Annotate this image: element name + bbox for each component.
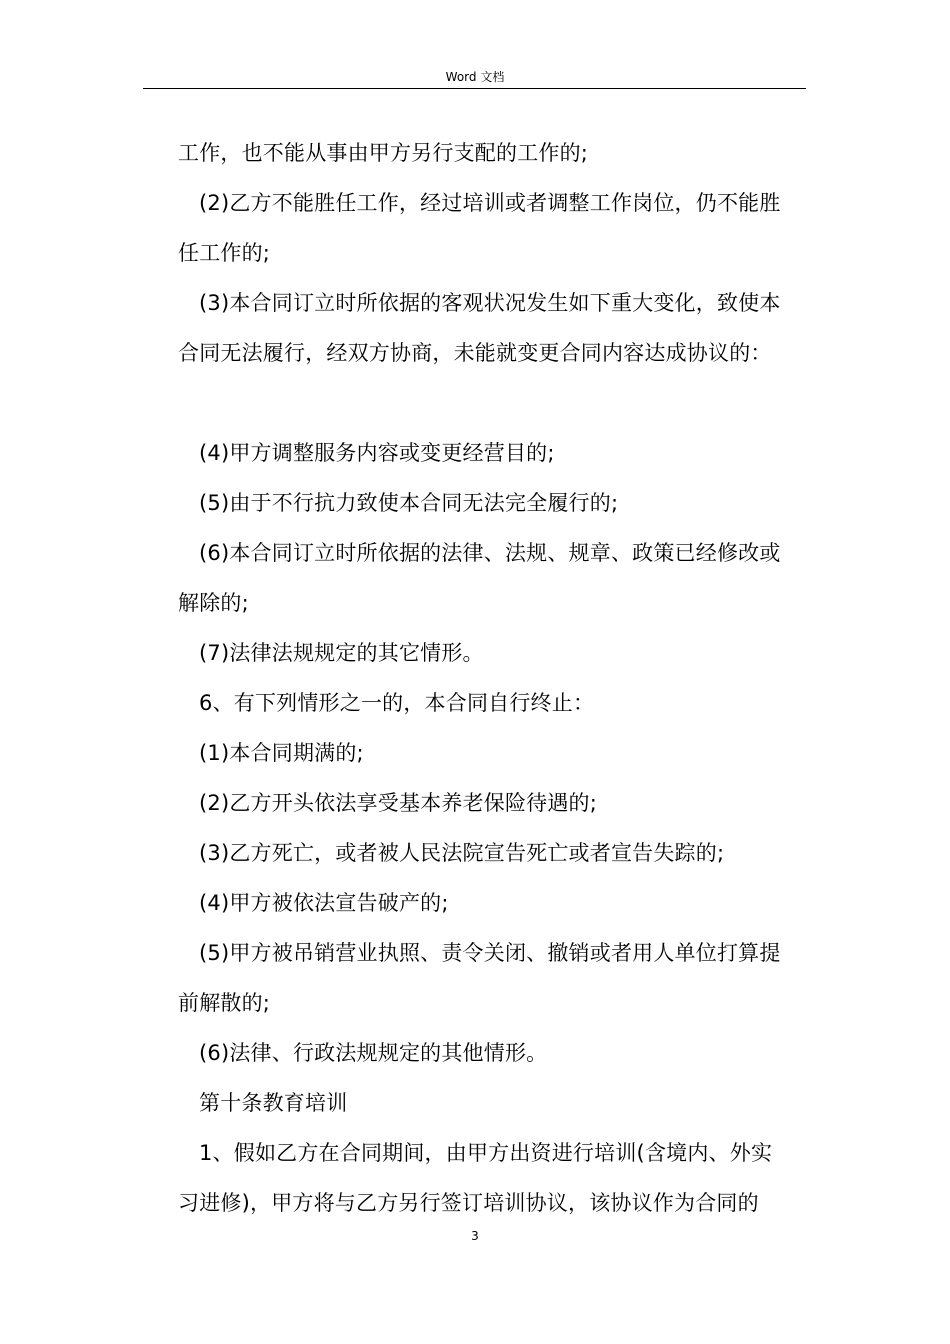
text-line: (6)本合同订立时所依据的法律、法规、规章、政策已经修改或 xyxy=(199,541,781,565)
header-divider xyxy=(143,88,806,89)
text-line: (3)本合同订立时所依据的客观状况发生如下重大变化，致使本 xyxy=(199,291,781,315)
text-line: 任工作的; xyxy=(178,241,271,265)
text-line: 习进修)，甲方将与乙方另行签订培训协议，该协议作为合同的 xyxy=(178,1191,759,1215)
text-line: 前解散的; xyxy=(178,991,271,1015)
text-line: (5)由于不行抗力致使本合同无法完全履行的; xyxy=(199,491,619,515)
text-line: 第十条教育培训 xyxy=(199,1091,348,1115)
text-line: (1)本合同期满的; xyxy=(199,741,364,765)
text-line: 合同无法履行，经双方协商，未能就变更合同内容达成协议的： xyxy=(178,341,772,365)
text-line: 工作，也不能从事由甲方另行支配的工作的; xyxy=(178,141,589,165)
text-line: (6)法律、行政法规规定的其他情形。 xyxy=(199,1041,548,1065)
text-line: (4)甲方被依法宣告破产的; xyxy=(199,891,449,915)
text-line: (4)甲方调整服务内容或变更经营目的; xyxy=(199,441,555,465)
text-line: 1、假如乙方在合同期间，由甲方出资进行培训(含境内、外实 xyxy=(199,1141,773,1165)
blank-line xyxy=(178,378,806,428)
page-number: 3 xyxy=(471,1229,479,1243)
document-body xyxy=(178,128,806,1228)
text-line: 6、有下列情形之一的，本合同自行终止： xyxy=(199,691,595,715)
text-line: (3)乙方死亡，或者被人民法院宣告死亡或者宣告失踪的; xyxy=(199,841,725,865)
text-line: (2)乙方开头依法享受基本养老保险待遇的; xyxy=(199,791,598,815)
text-line: 解除的; xyxy=(178,591,249,615)
page-header: Word 文档 xyxy=(445,70,505,84)
text-line: (5)甲方被吊销营业执照、责令关闭、撤销或者用人单位打算提 xyxy=(199,941,781,965)
text-line: (2)乙方不能胜任工作，经过培训或者调整工作岗位，仍不能胜 xyxy=(199,191,781,215)
text-line: (7)法律法规规定的其它情形。 xyxy=(199,641,484,665)
